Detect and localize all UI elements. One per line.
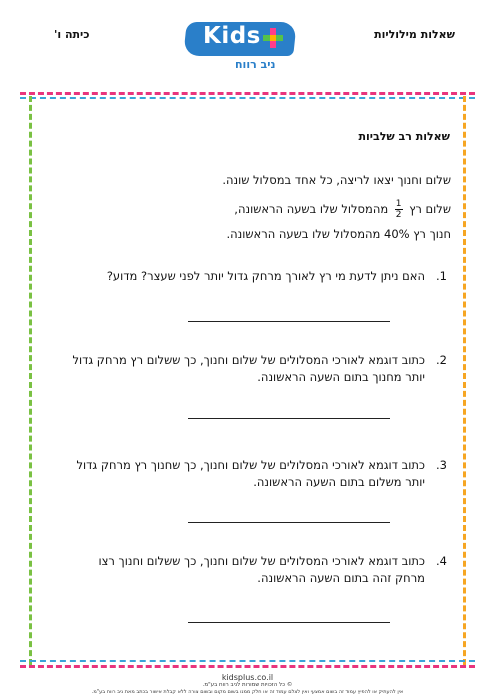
answer-line-2[interactable] (188, 418, 390, 419)
intro-line-1: שלום וחנוך יצאו לריצה, כל אחד במסלול שונה. (222, 173, 451, 187)
dashed-border-bottom (20, 665, 475, 668)
question-text: כתוב דוגמא לאורכי המסלולים של שלום וחנוך, כך שחנוך רץ מרחק גדול יותר משלום בתום השעה הראשונה. (76, 458, 425, 489)
logo-text: Kids (203, 23, 261, 49)
question-1 (67, 268, 447, 285)
dashed-border-top-inner (20, 97, 475, 99)
answer-line-4[interactable] (188, 622, 390, 623)
question-number: 1. (436, 269, 447, 283)
plus-icon (263, 28, 283, 48)
dashed-border-top (20, 92, 475, 95)
dashed-border-left (29, 96, 32, 665)
intro-line-2-end: מהמסלול שלו בשעה הראשונה, (234, 202, 389, 216)
question-number: 4. (436, 554, 447, 568)
footer-legal: אין להעתיק או להפיץ עמוד זה בשום אמצעי ואין לצלם עמוד זה או חלק ממנו בשום מקום ובשום צורה ללא קבלת אישור בכתב מאת ניב רווח בע"מ. (91, 689, 404, 695)
footer-site[interactable]: kidsplus.co.il (221, 673, 274, 682)
question-number: 2. (436, 353, 447, 367)
dashed-border-right (463, 96, 466, 665)
question-text: כתוב דוגמא לאורכי המסלולים של שלום וחנוך, כך ששלום רץ מרחק גדול יותר מחנוך בתום השעה הראשונה. (72, 353, 425, 384)
intro-line-2-start: שלום רץ (409, 202, 451, 216)
footer-copyright: © כל הזכויות שמורות לניב רווח בע"מ. (202, 682, 293, 688)
logo-subtitle: ניב רווח (235, 58, 276, 71)
question-2 (67, 352, 447, 386)
worksheet-title: שאלות מילוליות (374, 28, 455, 41)
answer-line-3[interactable] (188, 522, 390, 523)
grade-label: כיתה ו' (54, 28, 90, 41)
question-text: האם ניתן לדעת מי רץ לאורך מרחק גדול יותר לפני שעצר? מדוע? (106, 269, 425, 283)
question-3 (67, 457, 447, 491)
question-text: כתוב דוגמא לאורכי המסלולים של שלום וחנוך, כך ששלום וחנוך רצו מרחק זהה בתום השעה הראשונה. (98, 554, 425, 585)
question-number: 3. (436, 458, 447, 472)
intro-line-3: חנוך רץ 40% מהמסלול שלו בשעה הראשונה. (226, 227, 451, 241)
kids-plus-logo (185, 22, 295, 76)
fraction-denominator: 2 (395, 210, 402, 220)
fraction-half (395, 199, 403, 220)
dashed-border-bottom-inner (20, 660, 475, 662)
answer-line-1[interactable] (188, 321, 390, 322)
section-header (40, 130, 450, 143)
fraction-numerator: 1 (395, 199, 402, 209)
section-title: שאלות רב שלביות (358, 130, 450, 143)
intro-line-2 (234, 199, 451, 220)
question-4 (67, 553, 447, 587)
